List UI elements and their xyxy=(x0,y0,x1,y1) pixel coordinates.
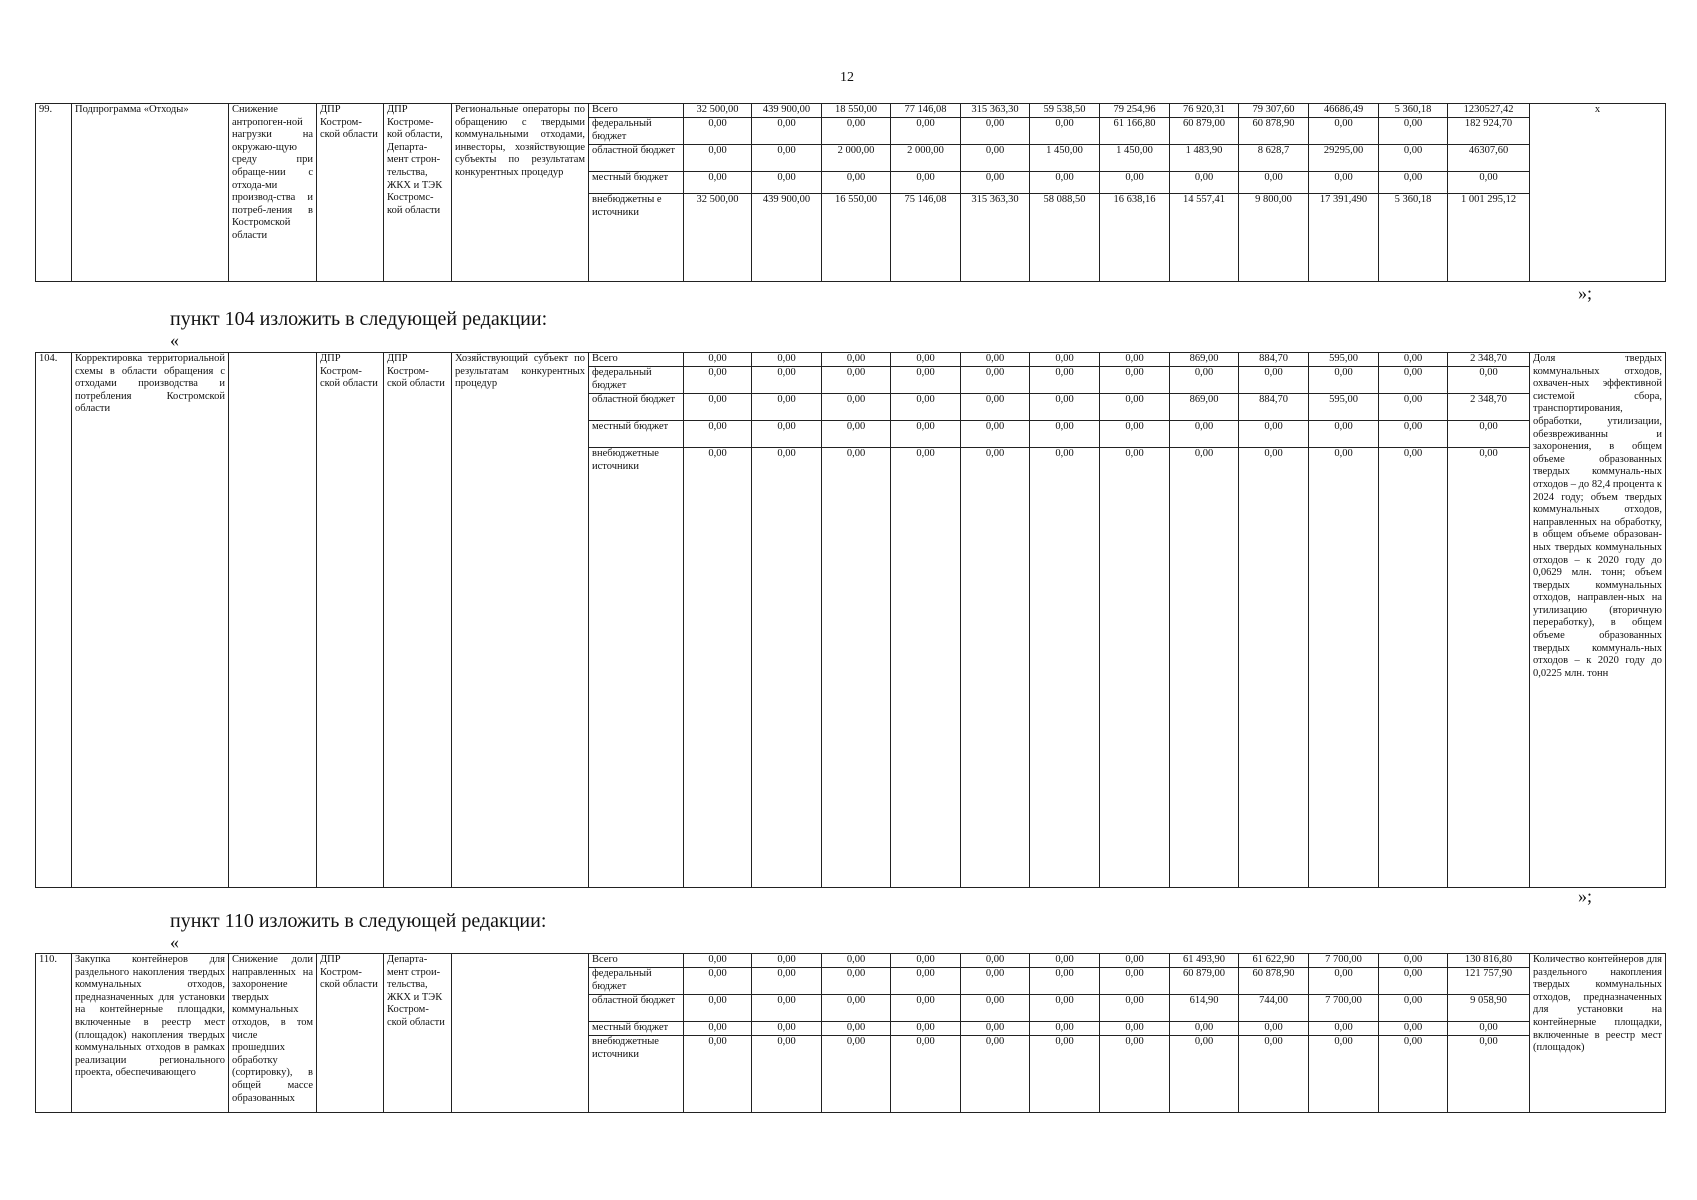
amount-cell: 0,00 xyxy=(822,995,891,1022)
amount-cell: 0,00 xyxy=(822,118,891,145)
amount-cell: 0,00 xyxy=(1030,421,1100,448)
amount-cell: 0,00 xyxy=(684,367,752,394)
amount-cell: 0,00 xyxy=(1170,421,1239,448)
amount-cell: 79 254,96 xyxy=(1100,104,1170,118)
amount-cell: 0,00 xyxy=(752,448,822,888)
amount-cell: 0,00 xyxy=(684,172,752,194)
amount-cell: 0,00 xyxy=(1030,394,1100,421)
amount-cell: 0,00 xyxy=(1309,1022,1379,1036)
amount-cell: 0,00 xyxy=(1448,448,1530,888)
amount-cell: 0,00 xyxy=(961,954,1030,968)
amount-cell: 0,00 xyxy=(1100,394,1170,421)
amount-cell: 0,00 xyxy=(1030,172,1100,194)
amount-cell: 0,00 xyxy=(822,367,891,394)
measure-name-cell: Закупка контейнеров для раздельного накопления твердых коммунальных отходов, предназначенных для установки на контейнерные площадки, включенные в реестр мест (площадок) накопления твердых коммунальных отходов в рамках реализации регионального проекта, обеспечивающего xyxy=(72,954,229,1113)
amount-cell: 0,00 xyxy=(1309,172,1379,194)
amount-cell: 439 900,00 xyxy=(752,194,822,282)
amount-cell: 0,00 xyxy=(1379,954,1448,968)
amount-cell: 744,00 xyxy=(1239,995,1309,1022)
amount-cell: 0,00 xyxy=(684,954,752,968)
funding-source-cell: внебюджетные источники xyxy=(589,448,684,888)
amount-cell: 2 000,00 xyxy=(891,145,961,172)
amount-cell: 182 924,70 xyxy=(1448,118,1530,145)
amount-cell: 0,00 xyxy=(822,448,891,888)
measure-name-cell: Подпрограмма «Отходы» xyxy=(72,104,229,282)
amount-cell: 79 307,60 xyxy=(1239,104,1309,118)
amount-cell: 0,00 xyxy=(891,1036,961,1113)
amount-cell: 0,00 xyxy=(891,448,961,888)
amount-cell: 58 088,50 xyxy=(1030,194,1100,282)
amount-cell: 0,00 xyxy=(1030,995,1100,1022)
amount-cell: 595,00 xyxy=(1309,353,1379,367)
table-row xyxy=(36,104,1666,118)
amount-cell: 60 878,90 xyxy=(1239,118,1309,145)
amount-cell: 59 538,50 xyxy=(1030,104,1100,118)
row-number-cell: 99. xyxy=(36,104,72,282)
amount-cell: 0,00 xyxy=(1170,1036,1239,1113)
amount-cell: 0,00 xyxy=(684,1036,752,1113)
participants-cell: Региональные операторы по обращению с твердыми коммунальными отходами, инвесторы, хозяйствующие субъекты по результатам конкурентных процедур xyxy=(452,104,589,282)
amount-cell: 60 879,00 xyxy=(1170,118,1239,145)
amount-cell: 9 800,00 xyxy=(1239,194,1309,282)
amount-cell: 0,00 xyxy=(961,1036,1030,1113)
amount-cell: 60 879,00 xyxy=(1170,968,1239,995)
amount-cell: 8 628,7 xyxy=(1239,145,1309,172)
page-number: 12 xyxy=(840,70,854,85)
amount-cell: 1230527,42 xyxy=(1448,104,1530,118)
amount-cell: 0,00 xyxy=(961,172,1030,194)
amount-cell: 0,00 xyxy=(1170,367,1239,394)
amount-cell: 0,00 xyxy=(1379,394,1448,421)
coordinator-cell: ДПР Костром-ской области xyxy=(317,104,384,282)
amount-cell: 0,00 xyxy=(1379,353,1448,367)
amount-cell: 0,00 xyxy=(961,995,1030,1022)
amount-cell: 0,00 xyxy=(1309,118,1379,145)
amount-cell: 17 391,490 xyxy=(1309,194,1379,282)
amount-cell: 0,00 xyxy=(822,421,891,448)
amount-cell: 0,00 xyxy=(1030,367,1100,394)
amount-cell: 0,00 xyxy=(684,353,752,367)
amount-cell: 0,00 xyxy=(752,1036,822,1113)
amount-cell: 0,00 xyxy=(822,172,891,194)
amount-cell: 60 878,90 xyxy=(1239,968,1309,995)
indicator-cell: Доля твердых коммунальных отходов, охвачен-ных эффективной системой сбора, транспортирования, обработки, утилизации, обезвреживанны и захоронения, в общем объеме образованных твердых коммуналь-ных отходов – до 82,4 процента к 2024 году; объем твердых коммунальных отходов, направленных на обработку, в общем объеме образован-ных твердых коммунальных отходов – к 2020 году до 0,0629 млн. тонн; объем твердых коммунальных отходов, направлен-ных на утилизацию (вторичную переработку), в общем объеме образованных твердых коммуналь-ных отходов – к 2020 году до 0,0225 млн. тонн xyxy=(1530,353,1666,888)
amount-cell: 0,00 xyxy=(1448,1022,1530,1036)
amount-cell: 614,90 xyxy=(1170,995,1239,1022)
amount-cell: 0,00 xyxy=(684,995,752,1022)
amount-cell: 61 493,90 xyxy=(1170,954,1239,968)
amount-cell: 0,00 xyxy=(684,394,752,421)
amount-cell: 0,00 xyxy=(1379,1036,1448,1113)
amount-cell: 7 700,00 xyxy=(1309,995,1379,1022)
amount-cell: 0,00 xyxy=(961,353,1030,367)
amount-cell: 0,00 xyxy=(752,394,822,421)
amount-cell: 0,00 xyxy=(1379,448,1448,888)
amount-cell: 0,00 xyxy=(1030,118,1100,145)
amount-cell: 0,00 xyxy=(1448,421,1530,448)
executor-cell: Департа-мент строи-тельства, ЖКХ и ТЭК Костром-ской области xyxy=(384,954,452,1113)
amount-cell: 0,00 xyxy=(1030,1022,1100,1036)
amount-cell: 32 500,00 xyxy=(684,104,752,118)
amount-cell: 0,00 xyxy=(961,968,1030,995)
amount-cell: 18 550,00 xyxy=(822,104,891,118)
amount-cell: 0,00 xyxy=(822,954,891,968)
amount-cell: 0,00 xyxy=(1379,995,1448,1022)
amount-cell: 0,00 xyxy=(752,145,822,172)
funding-source-cell: внебюджетны е источники xyxy=(589,194,684,282)
funding-source-cell: Всего xyxy=(589,353,684,367)
amount-cell: 14 557,41 xyxy=(1170,194,1239,282)
funding-source-cell: областной бюджет xyxy=(589,145,684,172)
table-row xyxy=(36,954,1666,968)
indicator-cell: Количество контейнеров для раздельного накопления твердых коммунальных отходов, предназначенных для установки на контейнерные площадки, включенные в реестр мест (площадок) xyxy=(1530,954,1666,1113)
amount-cell: 0,00 xyxy=(684,421,752,448)
funding-source-cell: местный бюджет xyxy=(589,1022,684,1036)
amount-cell: 0,00 xyxy=(891,1022,961,1036)
amount-cell: 0,00 xyxy=(752,367,822,394)
amount-cell: 0,00 xyxy=(891,421,961,448)
amount-cell: 61 622,90 xyxy=(1239,954,1309,968)
funding-source-cell: Всего xyxy=(589,104,684,118)
amount-cell: 0,00 xyxy=(1309,421,1379,448)
amount-cell: 75 146,08 xyxy=(891,194,961,282)
amount-cell: 0,00 xyxy=(1379,118,1448,145)
amount-cell: 0,00 xyxy=(822,1022,891,1036)
amount-cell: 0,00 xyxy=(891,968,961,995)
amount-cell: 0,00 xyxy=(891,995,961,1022)
table-row xyxy=(36,353,1666,367)
amount-cell: 0,00 xyxy=(961,118,1030,145)
amount-cell: 0,00 xyxy=(752,353,822,367)
amount-cell: 5 360,18 xyxy=(1379,194,1448,282)
amount-cell: 0,00 xyxy=(684,448,752,888)
amount-cell: 1 001 295,12 xyxy=(1448,194,1530,282)
amount-cell: 0,00 xyxy=(1309,1036,1379,1113)
amount-cell: 0,00 xyxy=(1239,448,1309,888)
amount-cell: 0,00 xyxy=(1100,421,1170,448)
amount-cell: 595,00 xyxy=(1309,394,1379,421)
goal-cell: Снижение антропоген-ной нагрузки на окружаю-щую среду при обраще-нии с отхода-ми производ-ства и потреб-ления в Костромской области xyxy=(229,104,317,282)
amount-cell: 9 058,90 xyxy=(1448,995,1530,1022)
amount-cell: 0,00 xyxy=(1379,367,1448,394)
funding-source-cell: Всего xyxy=(589,954,684,968)
coordinator-cell: ДПР Костром-ской области xyxy=(317,353,384,888)
amount-cell: 0,00 xyxy=(752,1022,822,1036)
participants-cell xyxy=(452,954,589,1113)
amount-cell: 77 146,08 xyxy=(891,104,961,118)
amount-cell: 2 348,70 xyxy=(1448,394,1530,421)
amount-cell: 0,00 xyxy=(1239,172,1309,194)
amount-cell: 29295,00 xyxy=(1309,145,1379,172)
amount-cell: 0,00 xyxy=(961,448,1030,888)
amount-cell: 0,00 xyxy=(1448,172,1530,194)
amount-cell: 0,00 xyxy=(1030,1036,1100,1113)
opening-quote: « xyxy=(170,330,179,350)
executor-cell: ДПР Костроме-кой области, Департа-мент строн-тельства, ЖКХ и ТЭК Костромс-кой области xyxy=(384,104,452,282)
amount-cell: 0,00 xyxy=(752,172,822,194)
heading-item-110: пункт 110 изложить в следующей редакции: xyxy=(170,910,547,932)
amount-cell: 61 166,80 xyxy=(1100,118,1170,145)
amount-cell: 0,00 xyxy=(1379,172,1448,194)
measure-name-cell: Корректировка территориальной схемы в области обращения с отходами производства и потребления Костромской области xyxy=(72,353,229,888)
amount-cell: 0,00 xyxy=(891,954,961,968)
amount-cell: 0,00 xyxy=(684,1022,752,1036)
amount-cell: 0,00 xyxy=(891,172,961,194)
amount-cell: 0,00 xyxy=(1379,421,1448,448)
amount-cell: 0,00 xyxy=(961,367,1030,394)
amount-cell: 0,00 xyxy=(1030,448,1100,888)
amount-cell: 0,00 xyxy=(1100,1022,1170,1036)
goal-cell: Снижение доли направленных на захоронение твердых коммунальных отходов, в том числе прошедших обработку (сортировку), в общей массе образованных xyxy=(229,954,317,1113)
amount-cell: 0,00 xyxy=(1170,1022,1239,1036)
amount-cell: 884,70 xyxy=(1239,394,1309,421)
amount-cell: 315 363,30 xyxy=(961,194,1030,282)
heading-item-104: пункт 104 изложить в следующей редакции: xyxy=(170,308,548,330)
opening-quote: « xyxy=(170,932,179,952)
amount-cell: 0,00 xyxy=(1100,995,1170,1022)
amount-cell: 0,00 xyxy=(1448,1036,1530,1113)
funding-source-cell: федеральный бюджет xyxy=(589,118,684,145)
amount-cell: 46307,60 xyxy=(1448,145,1530,172)
amount-cell: 46686,49 xyxy=(1309,104,1379,118)
amount-cell: 0,00 xyxy=(1379,968,1448,995)
amount-cell: 0,00 xyxy=(1030,353,1100,367)
funding-source-cell: внебюджетные источники xyxy=(589,1036,684,1113)
amount-cell: 0,00 xyxy=(1030,968,1100,995)
amount-cell: 884,70 xyxy=(1239,353,1309,367)
amount-cell: 0,00 xyxy=(1379,145,1448,172)
coordinator-cell: ДПР Костром-ской области xyxy=(317,954,384,1113)
amount-cell: 76 920,31 xyxy=(1170,104,1239,118)
amount-cell: 0,00 xyxy=(684,145,752,172)
amount-cell: 2 348,70 xyxy=(1448,353,1530,367)
executor-cell: ДПР Костром-ской области xyxy=(384,353,452,888)
participants-cell: Хозяйствующий субъект по результатам конкурентных процедур xyxy=(452,353,589,888)
amount-cell: 16 550,00 xyxy=(822,194,891,282)
amount-cell: 0,00 xyxy=(822,353,891,367)
amount-cell: 0,00 xyxy=(1239,1036,1309,1113)
table-row-99 xyxy=(35,103,1666,282)
amount-cell: 0,00 xyxy=(1309,367,1379,394)
amount-cell: 0,00 xyxy=(684,118,752,145)
amount-cell: 315 363,30 xyxy=(961,104,1030,118)
funding-source-cell: федеральный бюджет xyxy=(589,367,684,394)
amount-cell: 0,00 xyxy=(961,394,1030,421)
amount-cell: 1 483,90 xyxy=(1170,145,1239,172)
amount-cell: 0,00 xyxy=(1448,367,1530,394)
amount-cell: 869,00 xyxy=(1170,353,1239,367)
amount-cell: 0,00 xyxy=(961,421,1030,448)
amount-cell: 0,00 xyxy=(752,421,822,448)
closing-quote: »; xyxy=(1578,886,1593,906)
amount-cell: 0,00 xyxy=(1239,1022,1309,1036)
amount-cell: 0,00 xyxy=(1379,1022,1448,1036)
row-number-cell: 104. xyxy=(36,353,72,888)
amount-cell: 5 360,18 xyxy=(1379,104,1448,118)
amount-cell: 2 000,00 xyxy=(822,145,891,172)
amount-cell: 0,00 xyxy=(822,394,891,421)
funding-source-cell: областной бюджет xyxy=(589,995,684,1022)
amount-cell: 0,00 xyxy=(1170,448,1239,888)
indicator-cell: х xyxy=(1530,104,1666,282)
amount-cell: 0,00 xyxy=(752,954,822,968)
funding-source-cell: местный бюджет xyxy=(589,421,684,448)
row-number-cell: 110. xyxy=(36,954,72,1113)
amount-cell: 32 500,00 xyxy=(684,194,752,282)
table-row-104 xyxy=(35,352,1666,888)
amount-cell: 0,00 xyxy=(684,968,752,995)
amount-cell: 0,00 xyxy=(1100,448,1170,888)
amount-cell: 0,00 xyxy=(822,1036,891,1113)
amount-cell: 0,00 xyxy=(891,353,961,367)
amount-cell: 0,00 xyxy=(961,1022,1030,1036)
amount-cell: 0,00 xyxy=(752,968,822,995)
amount-cell: 0,00 xyxy=(1239,421,1309,448)
amount-cell: 0,00 xyxy=(1309,968,1379,995)
amount-cell: 130 816,80 xyxy=(1448,954,1530,968)
amount-cell: 0,00 xyxy=(1100,172,1170,194)
table-row-110 xyxy=(35,953,1666,1113)
amount-cell: 0,00 xyxy=(822,968,891,995)
amount-cell: 869,00 xyxy=(1170,394,1239,421)
amount-cell: 0,00 xyxy=(1100,968,1170,995)
amount-cell: 439 900,00 xyxy=(752,104,822,118)
amount-cell: 0,00 xyxy=(1100,353,1170,367)
amount-cell: 0,00 xyxy=(891,367,961,394)
amount-cell: 0,00 xyxy=(1100,954,1170,968)
funding-source-cell: местный бюджет xyxy=(589,172,684,194)
amount-cell: 0,00 xyxy=(1030,954,1100,968)
amount-cell: 0,00 xyxy=(1239,367,1309,394)
amount-cell: 0,00 xyxy=(1170,172,1239,194)
amount-cell: 0,00 xyxy=(752,995,822,1022)
amount-cell: 16 638,16 xyxy=(1100,194,1170,282)
amount-cell: 0,00 xyxy=(1100,1036,1170,1113)
amount-cell: 121 757,90 xyxy=(1448,968,1530,995)
amount-cell: 1 450,00 xyxy=(1100,145,1170,172)
amount-cell: 0,00 xyxy=(1309,448,1379,888)
funding-source-cell: областной бюджет xyxy=(589,394,684,421)
amount-cell: 0,00 xyxy=(891,118,961,145)
amount-cell: 0,00 xyxy=(891,394,961,421)
closing-quote: »; xyxy=(1578,283,1593,303)
amount-cell: 1 450,00 xyxy=(1030,145,1100,172)
goal-cell xyxy=(229,353,317,888)
amount-cell: 0,00 xyxy=(752,118,822,145)
funding-source-cell: федеральный бюджет xyxy=(589,968,684,995)
amount-cell: 0,00 xyxy=(1100,367,1170,394)
amount-cell: 0,00 xyxy=(961,145,1030,172)
amount-cell: 7 700,00 xyxy=(1309,954,1379,968)
